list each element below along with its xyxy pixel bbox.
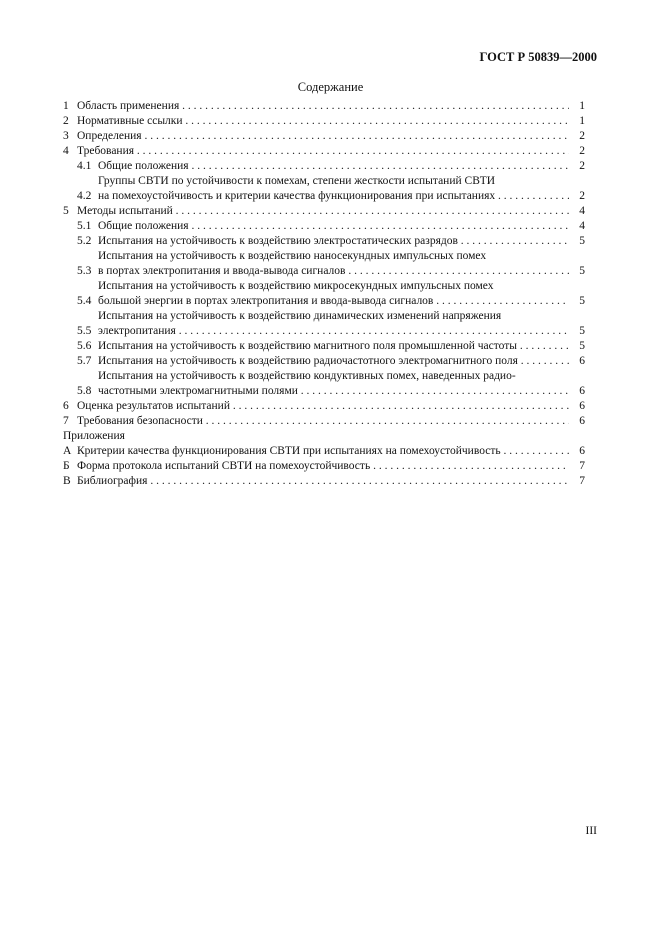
toc-entry-page: 7 bbox=[579, 460, 585, 472]
toc-entry-number: 5.6 bbox=[77, 340, 92, 352]
toc-entry-page: 4 bbox=[579, 220, 585, 232]
toc-entry[interactable] bbox=[63, 219, 585, 234]
toc-entry-page: 6 bbox=[579, 445, 585, 457]
toc-entry-page: 5 bbox=[579, 265, 585, 277]
toc-entry-number: 5.5 bbox=[77, 325, 92, 337]
toc-entry-number: 6 bbox=[63, 400, 69, 412]
toc-entry-number: 4.1 bbox=[77, 160, 92, 172]
page-title: Содержание bbox=[297, 80, 364, 94]
toc-entry-page: 5 bbox=[579, 325, 585, 337]
toc-entry-line: Библиография . . . bbox=[77, 474, 569, 489]
toc-entry[interactable] bbox=[63, 309, 585, 339]
toc-entry-page: 6 bbox=[579, 415, 585, 427]
toc-entry-line: Испытания на устойчивость к воздействию динамических изменений напряжения bbox=[98, 310, 502, 322]
toc-entry-line: большой энергии в портах электропитания и ввода-вывода сигналов . . . bbox=[98, 294, 569, 309]
toc-entry[interactable] bbox=[63, 279, 585, 309]
toc-entry-title bbox=[98, 174, 569, 204]
toc-entry-title bbox=[98, 309, 569, 339]
toc-entry[interactable] bbox=[63, 414, 585, 429]
toc-entry-line: Требования безопасности . . . bbox=[77, 414, 569, 429]
toc-entry-title bbox=[77, 114, 569, 129]
toc-entry-page: 6 bbox=[579, 385, 585, 397]
toc-entry-number: 5.8 bbox=[77, 385, 92, 397]
toc-entry-title bbox=[77, 204, 569, 219]
toc-entry-page: 1 bbox=[579, 100, 585, 112]
toc-entry-page: 5 bbox=[579, 295, 585, 307]
toc-entry-number: 5.2 bbox=[77, 235, 92, 247]
toc-entry-line: Испытания на устойчивость к воздействию наносекундных импульсных помех bbox=[98, 250, 487, 262]
toc-entry-line: Испытания на устойчивость к воздействию магнитного поля промышленной частоты . . . bbox=[98, 339, 569, 354]
toc-entry[interactable] bbox=[63, 399, 585, 414]
table-of-contents bbox=[63, 99, 585, 489]
toc-entry-line: Испытания на устойчивость к воздействию электростатических разрядов . . . bbox=[98, 234, 569, 249]
toc-entry[interactable] bbox=[63, 114, 585, 129]
toc-entry-line: Нормативные ссылки . . . bbox=[77, 114, 569, 129]
toc-entry-title bbox=[77, 474, 569, 489]
toc-entry-title bbox=[98, 339, 569, 354]
toc-entry-page: 6 bbox=[579, 400, 585, 412]
toc-entry-line: Общие положения . . . bbox=[98, 219, 569, 234]
toc-entry-page: 2 bbox=[579, 160, 585, 172]
toc-entry-line: в портах электропитания и ввода-вывода сигналов . . . bbox=[98, 264, 569, 279]
document-header: ГОСТ Р 50839—2000 bbox=[479, 50, 597, 64]
toc-entry[interactable] bbox=[63, 339, 585, 354]
toc-entry-title bbox=[77, 129, 569, 144]
toc-entry-title bbox=[77, 414, 569, 429]
toc-entry-number: Б bbox=[63, 460, 70, 472]
toc-entry-number: 5.1 bbox=[77, 220, 92, 232]
toc-entry-line: Форма протокола испытаний СВТИ на помехоустойчивость . . . bbox=[77, 459, 569, 474]
toc-entry[interactable] bbox=[63, 444, 585, 459]
toc-entry-number: 5.3 bbox=[77, 265, 92, 277]
toc-entry-line: Испытания на устойчивость к воздействию кондуктивных помех, наведенных радио- bbox=[98, 370, 516, 382]
toc-entry-title bbox=[77, 144, 569, 159]
toc-entry[interactable] bbox=[63, 174, 585, 204]
toc-entry[interactable] bbox=[63, 459, 585, 474]
toc-entry[interactable] bbox=[63, 234, 585, 249]
toc-entry[interactable] bbox=[63, 249, 585, 279]
toc-entry-title bbox=[77, 459, 569, 474]
toc-entry-line: Определения . . . bbox=[77, 129, 569, 144]
toc-entry-page: 7 bbox=[579, 475, 585, 487]
toc-entry-number: А bbox=[63, 445, 72, 457]
toc-entry-line: Группы СВТИ по устойчивости к помехам, степени жесткости испытаний СВТИ bbox=[98, 175, 496, 187]
toc-entry-title bbox=[77, 99, 569, 114]
toc-entry-line: на помехоустойчивость и критерии качества функционирования при испытаниях . . . bbox=[98, 189, 569, 204]
toc-entry-title bbox=[98, 369, 569, 399]
toc-section-heading: Приложения bbox=[63, 430, 125, 442]
toc-entry-title bbox=[98, 219, 569, 234]
toc-entry-page: 1 bbox=[579, 115, 585, 127]
toc-entry-title bbox=[98, 354, 569, 369]
toc-entry-page: 5 bbox=[579, 340, 585, 352]
toc-entry-line: Испытания на устойчивость к воздействию радиочастотного электромагнитного поля . . . bbox=[98, 354, 569, 369]
toc-entry-line: Испытания на устойчивость к воздействию микросекундных импульсных помех bbox=[98, 280, 494, 292]
toc-entry-title bbox=[98, 249, 569, 279]
toc-entry-number: 5 bbox=[63, 205, 69, 217]
toc-entry-page: 5 bbox=[579, 235, 585, 247]
toc-entry[interactable] bbox=[63, 129, 585, 144]
toc-entry-page: 4 bbox=[579, 205, 585, 217]
toc-entry-page: 2 bbox=[579, 190, 585, 202]
toc-entry-number: 1 bbox=[63, 100, 69, 112]
toc-entry-title bbox=[77, 399, 569, 414]
toc-entry-line: Критерии качества функционирования СВТИ при испытаниях на помехоустойчивость . . . bbox=[77, 444, 569, 459]
toc-entry-page: 6 bbox=[579, 355, 585, 367]
toc-entry-page: 2 bbox=[579, 130, 585, 142]
toc-entry-title bbox=[98, 234, 569, 249]
toc-entry-number: 4.2 bbox=[77, 190, 92, 202]
toc-entry[interactable] bbox=[63, 204, 585, 219]
toc-entry-line: Общие положения . . . bbox=[98, 159, 569, 174]
toc-entry-line: Методы испытаний . . . bbox=[77, 204, 569, 219]
toc-entry-page: 2 bbox=[579, 145, 585, 157]
toc-entry[interactable] bbox=[63, 99, 585, 114]
toc-entry-number: В bbox=[63, 475, 71, 487]
toc-entry[interactable] bbox=[63, 369, 585, 399]
toc-entry-number: 7 bbox=[63, 415, 69, 427]
toc-entry[interactable] bbox=[63, 159, 585, 174]
toc-entry-line: частотными электромагнитными полями . . . bbox=[98, 384, 569, 399]
toc-entry-line: электропитания . . . bbox=[98, 324, 569, 339]
toc-entry[interactable] bbox=[63, 354, 585, 369]
toc-entry-title bbox=[98, 159, 569, 174]
toc-entry-number: 3 bbox=[63, 130, 69, 142]
toc-entry-line: Оценка результатов испытаний . . . bbox=[77, 399, 569, 414]
toc-entry-number: 5.4 bbox=[77, 295, 92, 307]
toc-entry-line: Требования . . . bbox=[77, 144, 569, 159]
page-number: III bbox=[585, 825, 597, 837]
toc-entry-title bbox=[77, 444, 569, 459]
toc-entry-number: 5.7 bbox=[77, 355, 92, 367]
toc-entry[interactable] bbox=[63, 474, 585, 489]
toc-entry-number: 4 bbox=[63, 145, 69, 157]
toc-entry-number: 2 bbox=[63, 115, 69, 127]
toc-entry[interactable] bbox=[63, 429, 585, 444]
toc-entry-line: Область применения . . . bbox=[77, 99, 569, 114]
toc-entry-title bbox=[98, 279, 569, 309]
toc-entry[interactable] bbox=[63, 144, 585, 159]
